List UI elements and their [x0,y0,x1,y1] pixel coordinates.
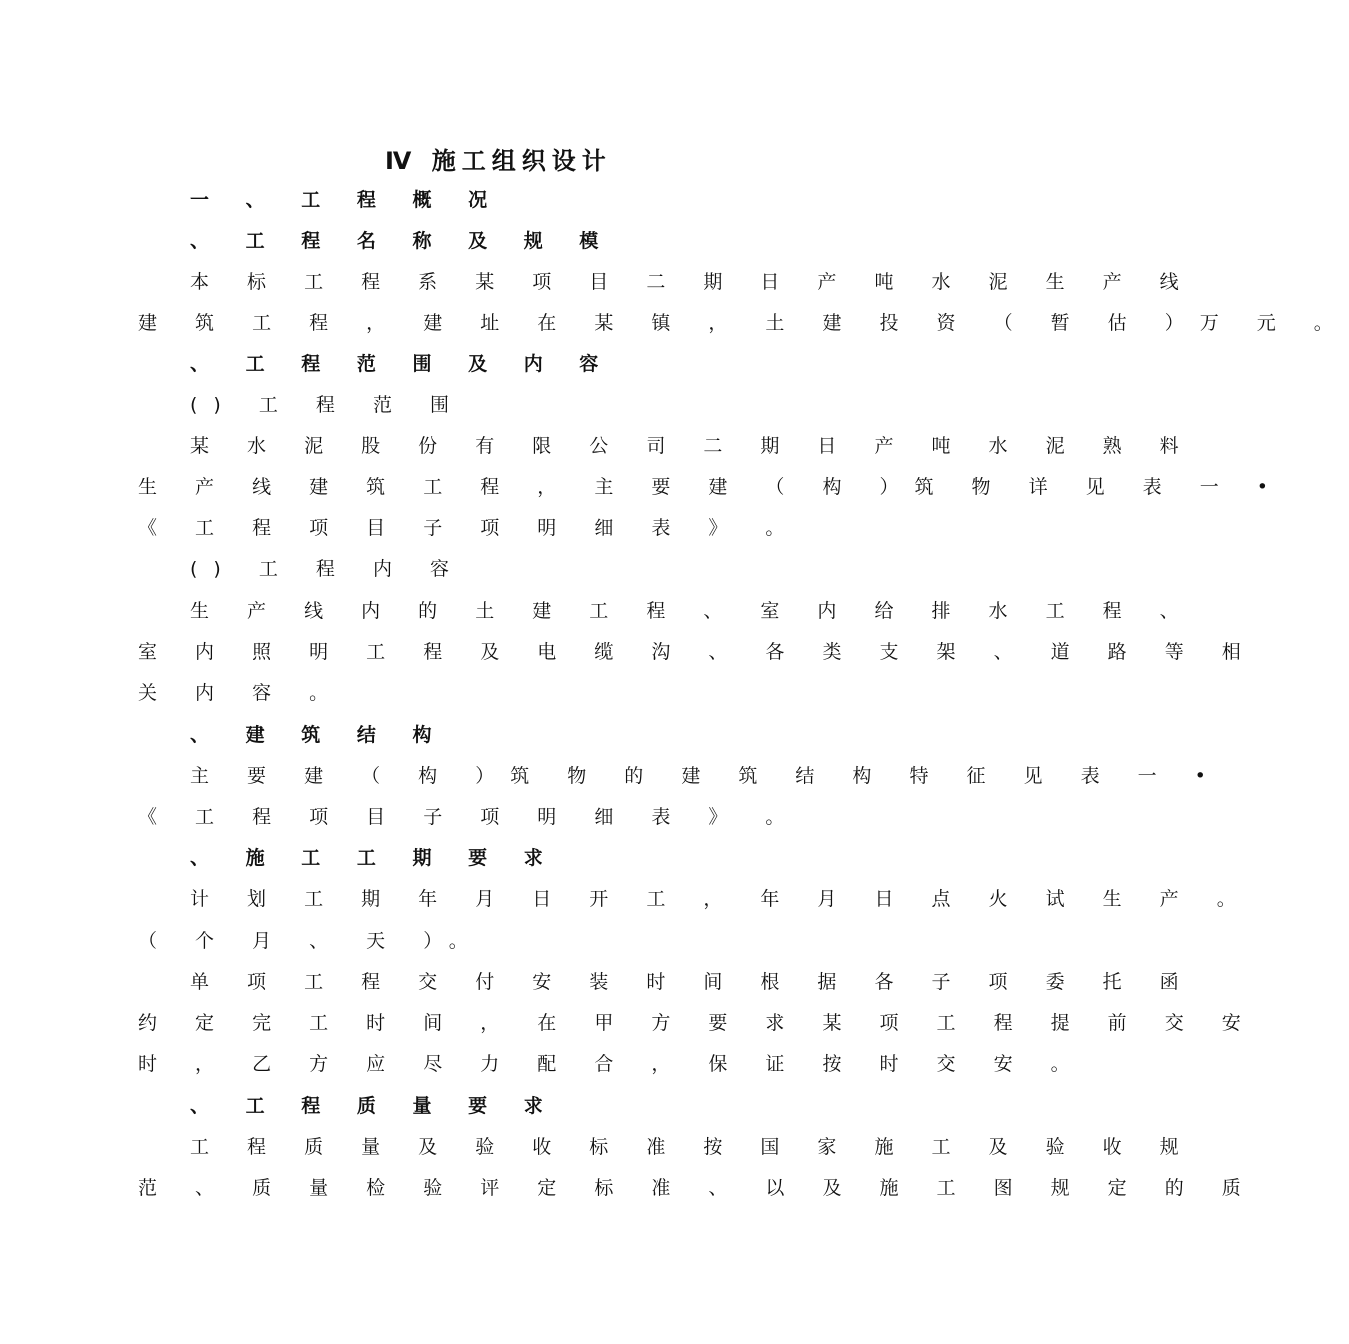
subsection-heading: 、 施 工 工 期 要 求 [190,847,558,869]
paragraph-line: 本 标 工 程 系 某 项 目 二 期 日 产 吨 水 泥 生 产 线 [190,271,1195,293]
subsection-heading: 、 工 程 名 称 及 规 模 [190,230,614,252]
paragraph-line: （ 个 月 、 天 ）。 [138,930,484,952]
paragraph-line: () 工 程 内 容 [190,558,465,580]
paragraph-line: 室 内 照 明 工 程 及 电 缆 沟 、 各 类 支 架 、 道 路 等 相 [138,641,1257,663]
subsection-heading: 、 工 程 质 量 要 求 [190,1095,558,1117]
paragraph-line: 时 ， 乙 方 应 尽 力 配 合 ， 保 证 按 时 交 安 。 [138,1053,1086,1075]
paragraph-line: 关 内 容 。 [138,682,345,704]
paragraph-line: 某 水 泥 股 份 有 限 公 司 二 期 日 产 吨 水 泥 熟 料 [190,435,1195,457]
paragraph-line: 范 、 质 量 检 验 评 定 标 准 、 以 及 施 工 图 规 定 的 质 [138,1177,1257,1199]
subsection-heading: 、 建 筑 结 构 [190,724,447,746]
paragraph-line: 计 划 工 期 年 月 日 开 工 ， 年 月 日 点 火 试 生 产 。 [190,888,1252,910]
paragraph-line: 主 要 建 （ 构 ）筑 物 的 建 筑 结 构 特 征 见 表 一 • [190,765,1222,787]
document-title: Ⅳ 施工组织设计 [385,147,612,175]
paragraph-line: 生 产 线 建 筑 工 程 ， 主 要 建 （ 构 ）筑 物 详 见 表 一 • [138,476,1284,498]
paragraph-line: 建 筑 工 程 ， 建 址 在 某 镇 ， 土 建 投 资 （ 暂 估 ）万 元 。 [138,312,1349,334]
paragraph-line: 《 工 程 项 目 子 项 明 细 表 》 。 [138,517,801,539]
paragraph-line: 《 工 程 项 目 子 项 明 细 表 》 。 [138,806,801,828]
paragraph-line: 单 项 工 程 交 付 安 装 时 间 根 据 各 子 项 委 托 函 [190,971,1195,993]
subsection-heading: 、 工 程 范 围 及 内 容 [190,353,614,375]
paragraph-line: 生 产 线 内 的 土 建 工 程 、 室 内 给 排 水 工 程 、 [190,600,1195,622]
paragraph-line: 工 程 质 量 及 验 收 标 准 按 国 家 施 工 及 验 收 规 [190,1136,1195,1158]
paragraph-line: 约 定 完 工 时 间 ， 在 甲 方 要 求 某 项 工 程 提 前 交 安 [138,1012,1257,1034]
section-heading: 一 、 工 程 概 况 [190,189,503,211]
paragraph-line: () 工 程 范 围 [190,394,465,416]
